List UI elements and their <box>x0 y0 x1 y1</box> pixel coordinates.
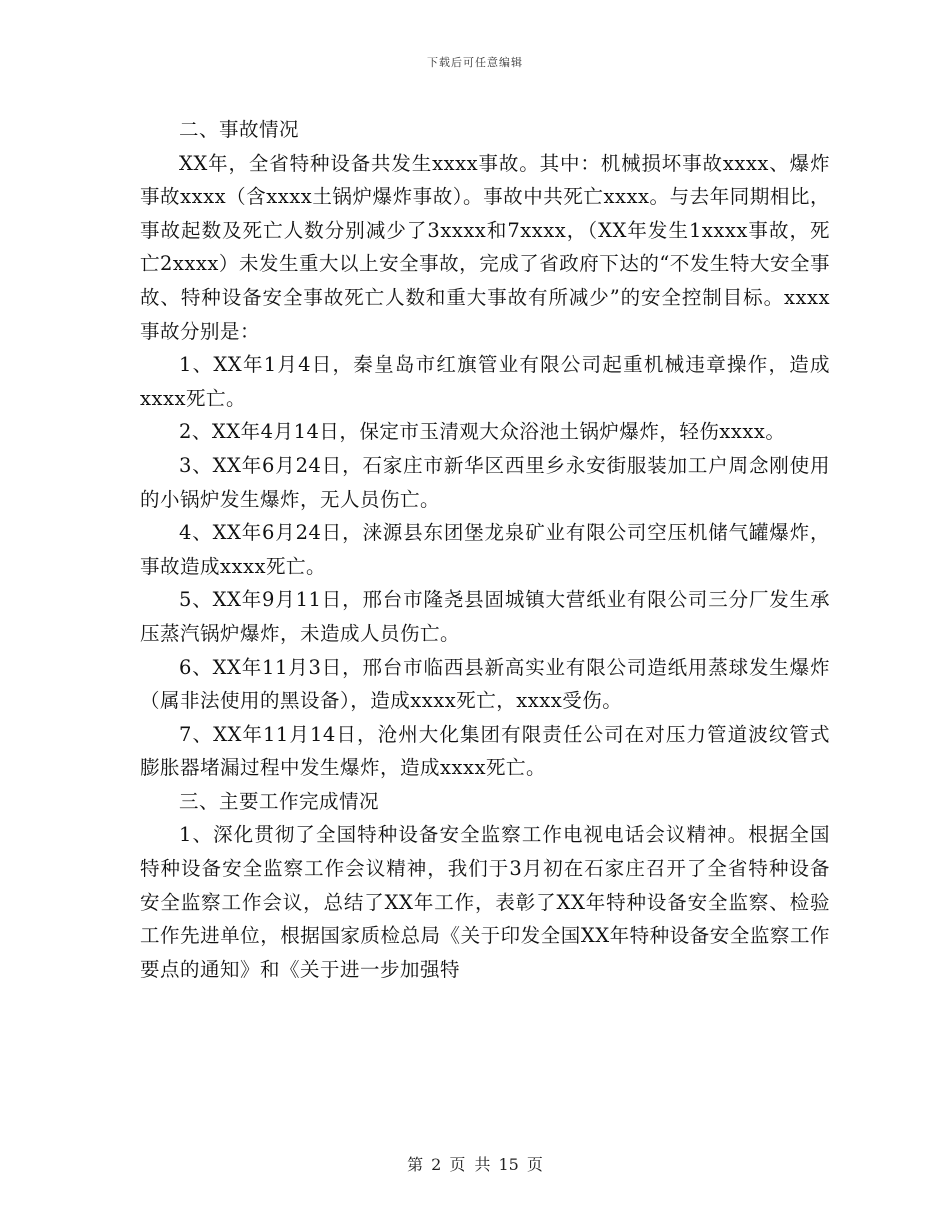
section-heading-accidents: 二、事故情况 <box>179 118 300 141</box>
document-body <box>140 113 830 986</box>
footer-page-number: 2 <box>431 1155 442 1174</box>
accident-item-4: 4、XX年6月24日，涞源县东团堡龙泉矿业有限公司空压机储气罐爆炸，事故造成xxxx死亡。 <box>140 521 830 578</box>
accident-summary-paragraph: XX年，全省特种设备共发生xxxx事故。其中：机械损坏事故xxxx、爆炸事故xxxx（含xxxx土锅炉爆炸事故）。事故中共死亡xxxx。与去年同期相比，事故起数及死亡人数分别减少了3xxxx和7xxxx，（XX年发生1xxxx事故，死亡2xxxx）未发生重大以上安全事故，完成了省政府下达的“不发生特大安全事故、特种设备安全事故死亡人数和重大事故有所减少”的安全控制目标。xxxx事故分别是： <box>140 151 830 343</box>
section-heading-main-work: 三、主要工作完成情况 <box>179 789 380 813</box>
accident-item-1: 1、XX年1月4日，秦皇岛市红旗管业有限公司起重机械违章操作，造成 xxxx死亡。 <box>140 353 830 410</box>
accident-item-3: 3、XX年6月24日，石家庄市新华区西里乡永安街服装加工户周念刚使用的小锅炉发生爆炸，无人员伤亡。 <box>140 453 830 511</box>
accident-item-2: 2、XX年4月14日，保定市玉清观大众浴池土锅炉爆炸，轻伤xxxx。 <box>179 420 786 444</box>
footer-middle: 页 共 <box>449 1155 491 1174</box>
accident-item-6: 6、XX年11月3日，邢台市临西县新高实业有限公司造纸用蒸球发生爆炸（属非法使用的黑设备），造成xxxx死亡，xxxx受伤。 <box>140 655 830 713</box>
header-note: 下载后可任意编辑 <box>427 56 523 69</box>
main-work-paragraph-1: 1、深化贯彻了全国特种设备安全监察工作电视电话会议精神。根据全国特种设备安全监察工作会议精神，我们于3月初在石家庄召开了全省特种设备安全监察工作会议，总结了XX年工作，表彰了XX年特种设备安全监察、检验工作先进单位，根据国家质检总局《关于印发全国XX年特种设备安全监察工作要点的通知》和《关于进一步加强特 <box>140 823 830 981</box>
footer-suffix: 页 <box>526 1155 543 1174</box>
footer-total-pages: 15 <box>498 1155 519 1174</box>
accident-item-5: 5、XX年9月11日，邢台市隆尧县固城镇大营纸业有限公司三分厂发生承压蒸汽锅炉爆炸，未造成人员伤亡。 <box>140 588 830 645</box>
page-footer <box>0 1152 950 1175</box>
footer-prefix: 第 <box>407 1155 424 1174</box>
accident-item-7: 7、XX年11月14日，沧州大化集团有限责任公司在对压力管道波纹管式膨胀器堵漏过程中发生爆炸，造成xxxx死亡。 <box>140 722 830 780</box>
